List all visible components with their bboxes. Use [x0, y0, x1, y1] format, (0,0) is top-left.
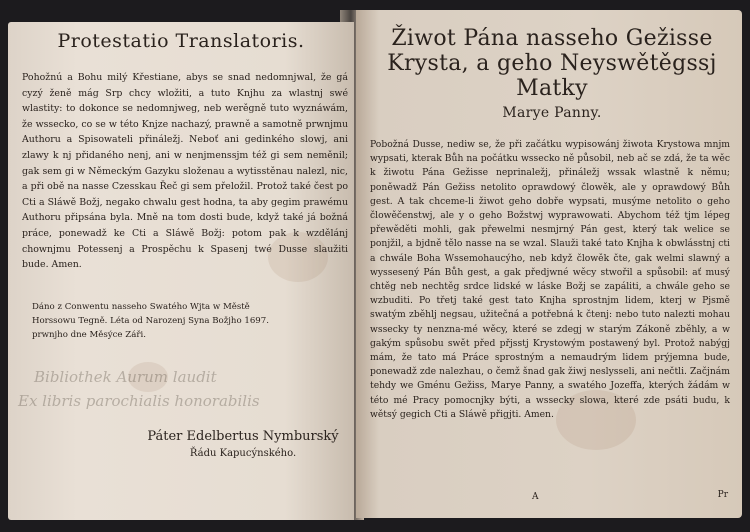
title-line: Marye Panny. [502, 105, 602, 121]
chapter-text [370, 138, 730, 422]
handwritten-note: Bibliothek Aurum laudit [34, 368, 217, 386]
catchword: Pr [717, 490, 728, 500]
signature-mark: A [532, 492, 539, 502]
right-page [356, 10, 742, 518]
title-line: Krysta, a geho Neyswětěgssj Matky [387, 51, 717, 101]
left-page [8, 22, 354, 520]
paragraph: Pobožná Dusse, nediw se, že při začátku wypisowánj žiwota Krystowa mnjm wypsati, kterak Bůh na počátku wssecko ně působil, neb ač se zdá, že ta wěc k žiwotu Pána Gežisse neprinaležj, přináležj wssak wlastně k němu; poněwadž Pán Gežiss netolito oprawdowý člowěk, ale y oprawdowý Bůh gest. A tak chceme-li žiwot geho dobře wypsati, musýme netolito o geho člowěčenstwj, ale y o geho Božstwj wyprawowati. Abychom též tjm lépeg přewěděti mohli, gak přewelmi nesmjrný Pán gest, který tak welice se ponjžil, a bjdně tělo nasse na se wzal. Slauži také tato Knjha k obwlásstnj cti a chwále Boha Wssemohaucýho, neb když člowěk čte, gak welmi slawný a wyssesený Pán Bůh gest, a gak předjwné wěcy stwořil a spůsobil: ať musý chtěg neb nechtěg srdce lidské w láske Božj se zapáliti, a chwále geho se wzbuditi. Po třetj také gest tato Knjha sprostnjm lidem, kterj w Pjsmě swatým zběhlj negsau, užitečná a potřebná k čtenj: nebo tuto nalezti mohau wssecky ty nenzna-mé wěcy, které se zdegj w starým Zákoně zběhly, a w gakým spůsobu swět před přjsstj Krystowým postawený byl. Protož nabýgj mám, že tato má Práce sprostným a nemaudrým lidem prýjemna bude, ponewadž zde nalezhau, o čemž šnad gak žiwj neslysseli, ani nečtli. Začjnám tehdy we Gménu Gežiss, Marye Panny, a swatého Jozeffa, kterých žádám w této mé Pracy pomocnjky býti, a wssecky slowa, které zde psáti budu, k wětsý gegich Cti a Sláwě přigjti. Amen. [370, 139, 730, 420]
protestatio-text [22, 70, 348, 273]
title-line: Žiwot Pána nasseho Gežisse [391, 26, 713, 51]
signature-order: Řádu Kapucýnského. [189, 448, 297, 459]
signature-block [138, 428, 348, 462]
page-title: Protestatio Translatoris. [57, 30, 305, 52]
dateline: Dáno z Conwentu nasseho Swatého Wjta w Městě Horssowu Tegně. Léta od Narozenj Syna Božjho 1697. prwnjho dne Měsýce Záři. [32, 302, 269, 340]
signature-name: Páter Edelbertus Nymburský [147, 429, 339, 444]
handwritten-note: Ex libris parochialis honorabilis [18, 392, 260, 410]
paragraph: Pohožnú a Bohu milý Křestiane, abys se snad nedomnjwal, že gá cyzý ženě mág Srp chcy wložiti, a tuto Knjhu za wlastnj swé wlastity: to dokonce se nedomnjweg, neb werěgně tuto wyznáwám, že wssecko, co se w této Knjze nachazý, prawně a samotně prwnjmu Authoru a Spisowateli přináležj. Neboť ani gedinkého slowj, ani zlawy k nj přidaného nenj, ani w nenjmenssjm též gi sem neměnil; gak sem gi w Německým Gazyku složenau a wytisstěnau nalezl, nic, a při obě na nasse Czesskau Řeč gi sem přeložil. Protož také čest po Cti a Sláwě Božj, negako chwalu gest hodna, ta aby gegim prawému Authoru připsána byla. Mně na tom dosti bude, když také já božná práce, ponewadž ke Cti a Sláwě Božj: potom pak k wzdělánj chownjmu Potessenj a Prospěchu k Spasenj twé Dusse slaužiti bude. Amen. [22, 72, 348, 271]
chapter-title [374, 26, 730, 126]
